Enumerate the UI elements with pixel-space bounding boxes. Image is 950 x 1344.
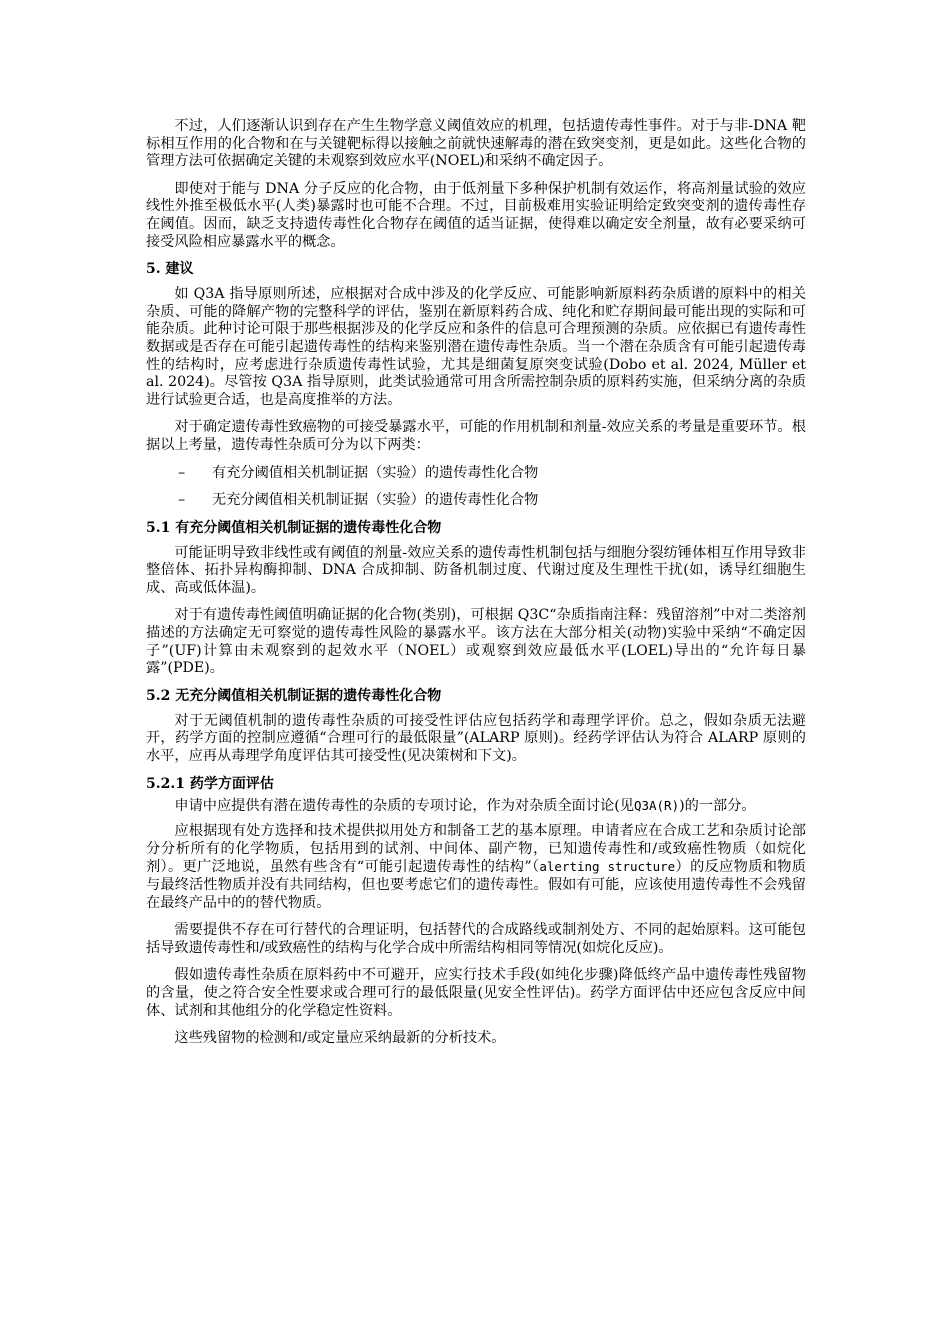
dash-bullet: –	[178, 492, 186, 509]
text-part: 申请中应提供有潜在遗传毒性的杂质的专项讨论，作为对杂质全面讨论(见	[174, 797, 634, 814]
paragraph-acceptable-exposure: 对于确定遗传毒性致癌物的可接受暴露水平，可能的作用机制和剂量-效应关系的考量是重要环节。根据以上考量，遗传毒性杂质可分为以下两类：	[146, 419, 806, 453]
section-heading-5-2-1: 5.2.1 药学方面评估	[146, 775, 274, 792]
paragraph-nonlinear-mechanisms: 可能证明导致非线性或有阈值的剂量-效应关系的遗传毒性机制包括与细胞分裂纺锤体相互作用导致非整倍体、拓扑异构酶抑制、DNA 合成抑制、防备机制过度、代谢过度及生理性干扰(如，诱导红细胞生成、高或低体温)。	[146, 544, 806, 596]
paragraph-threshold-mechanisms: 不过，人们逐渐认识到存在产生生物学意义阈值效应的机理，包括遗传毒性事件。对于与非-DNA 靶标相互作用的化合物和在与关键靶标得以接触之前就快速解毒的潜在致突变剂，更是如此。这些化合物的管理方法可依据确定关键的未观察到效应水平(NOEL)和采纳不确定因子。	[146, 118, 806, 170]
list-item-text: 有充分阈值相关机制证据（实验）的遗传毒性化合物	[212, 464, 539, 481]
paragraph-specific-discussion	[146, 797, 806, 816]
list-item-text: 无充分阈值相关机制证据（实验）的遗传毒性化合物	[212, 492, 539, 509]
text-part: )的一部分。	[679, 797, 756, 814]
paragraph-alarp-principle: 对于无阈值机制的遗传毒性杂质的可接受性评估应包括药学和毒理学评价。总之，假如杂质无法避开，药学方面的控制应遵循“合理可行的最低限量”(ALARP 原则)。经药学评估认为符合 ALARP 原则的水平，应再从毒理学角度评估其可接受性(见决策树和下文)。	[146, 712, 806, 765]
list-item	[146, 492, 806, 510]
paragraph-technical-reduction: 假如遗传毒性杂质在原料药中不可避开，应实行技术手段(如纯化步骤)降低终产品中遗传毒性残留物的含量，使之符合安全性要求或合理可行的最低限量(见安全性评估)。药学方面评估中还应包含反应中间体、试剂和其他组分的化学稳定性资料。	[146, 967, 806, 1019]
paragraph-analytical-techniques: 这些残留物的检测和/或定量应采纳最新的分析技术。	[174, 1030, 506, 1047]
section-heading-5-2: 5.2 无充分阈值相关机制证据的遗传毒性化合物	[146, 687, 442, 704]
document-page	[146, 118, 806, 1058]
dash-bullet: –	[178, 464, 186, 481]
section-heading-recommendations: 5. 建议	[146, 261, 194, 278]
text-part: ）的反应物质和物质与最终活性物质并没有共同结构，但也要考虑它们的遗传毒性。假如有可能，应该使用遗传毒性不会残留在最终产品中的的替代物质。	[146, 859, 806, 911]
paragraph-pde-method: 对于有遗传毒性阈值明确证据的化合物(类别)，可根据 Q3C“杂质指南注释：残留溶剂”中对二类溶剂描述的方法确定无可察觉的遗传毒性风险的暴露水平。该方法在大部分相关(动物)实验中采纳“不确定因子”(UF)计算由未观察到的起效水平（NOEL）或观察到效应最低水平(LOEL)导出的“允许每日暴露”(PDE)。	[146, 607, 806, 677]
code-term: alerting structure	[539, 859, 676, 875]
paragraph-no-alternative: 需要提供不存在可行替代的合理证明，包括替代的合成路线或制剂处方、不同的起始原料。这可能包括导致遗传毒性和/或致癌性的结构与化学合成中所需结构相同等情况(如烷化反应)。	[146, 922, 806, 956]
paragraph-dna-reactive-compounds: 即使对于能与 DNA 分子反应的化合物，由于低剂量下多种保护机制有效运作，将高剂量试验的效应线性外推至极低水平(人类)暴露时也可能不合理。不过，目前极难用实验证明给定致突变剂的遗传毒性存在阈值。因而，缺乏支持遗传毒性化合物存在阈值的适当证据，使得难以确定安全剂量，故有必要采纳可接受风险相应暴露水平的概念。	[146, 180, 806, 250]
paragraph-process-rationale	[146, 823, 806, 912]
paragraph-impurity-identification: 如 Q3A 指导原则所述，应根据对合成中涉及的化学反应、可能影响新原料药杂质谱的原料中的相关杂质、可能的降解产物的完整科学的评估，鉴别在新原料药合成、纯化和贮存期间最可能出现的实际和可能杂质。此种讨论可限于那些根据涉及的化学反应和条件的信息可合理预测的杂质。应依据已有遗传毒性数据或是否存在可能引起遗传毒性的结构来鉴别潜在遗传毒性杂质。当一个潜在杂质含有可能引起遗传毒性的结构时，应考虑进行杂质遗传毒性试验，尤其是细菌复原突变试验(Dobo et al. 2024, Müller et al. 2024)。尽管按 Q3A 指导原则，此类试验通常可用含所需控制杂质的原料药实施，但采纳分离的杂质进行试验更合适，也是高度推举的方法。	[146, 286, 806, 408]
list-item	[146, 465, 806, 483]
text-part: 应根据现有处方选择和技术提供拟用处方和制备工艺的基本原理。申请者应在合成工艺和杂质讨论部分分析所有的化学物质，包括用到的试剂、中间体、副产物，已知遗传毒性和/或致癌性物质（如烷化剂）。更广泛地说，虽然有些含有“可能引起遗传毒性的结构”（	[146, 823, 806, 876]
code-reference: Q3A(R)	[633, 797, 680, 813]
section-heading-5-1: 5.1 有充分阈值相关机制证据的遗传毒性化合物	[146, 519, 442, 536]
